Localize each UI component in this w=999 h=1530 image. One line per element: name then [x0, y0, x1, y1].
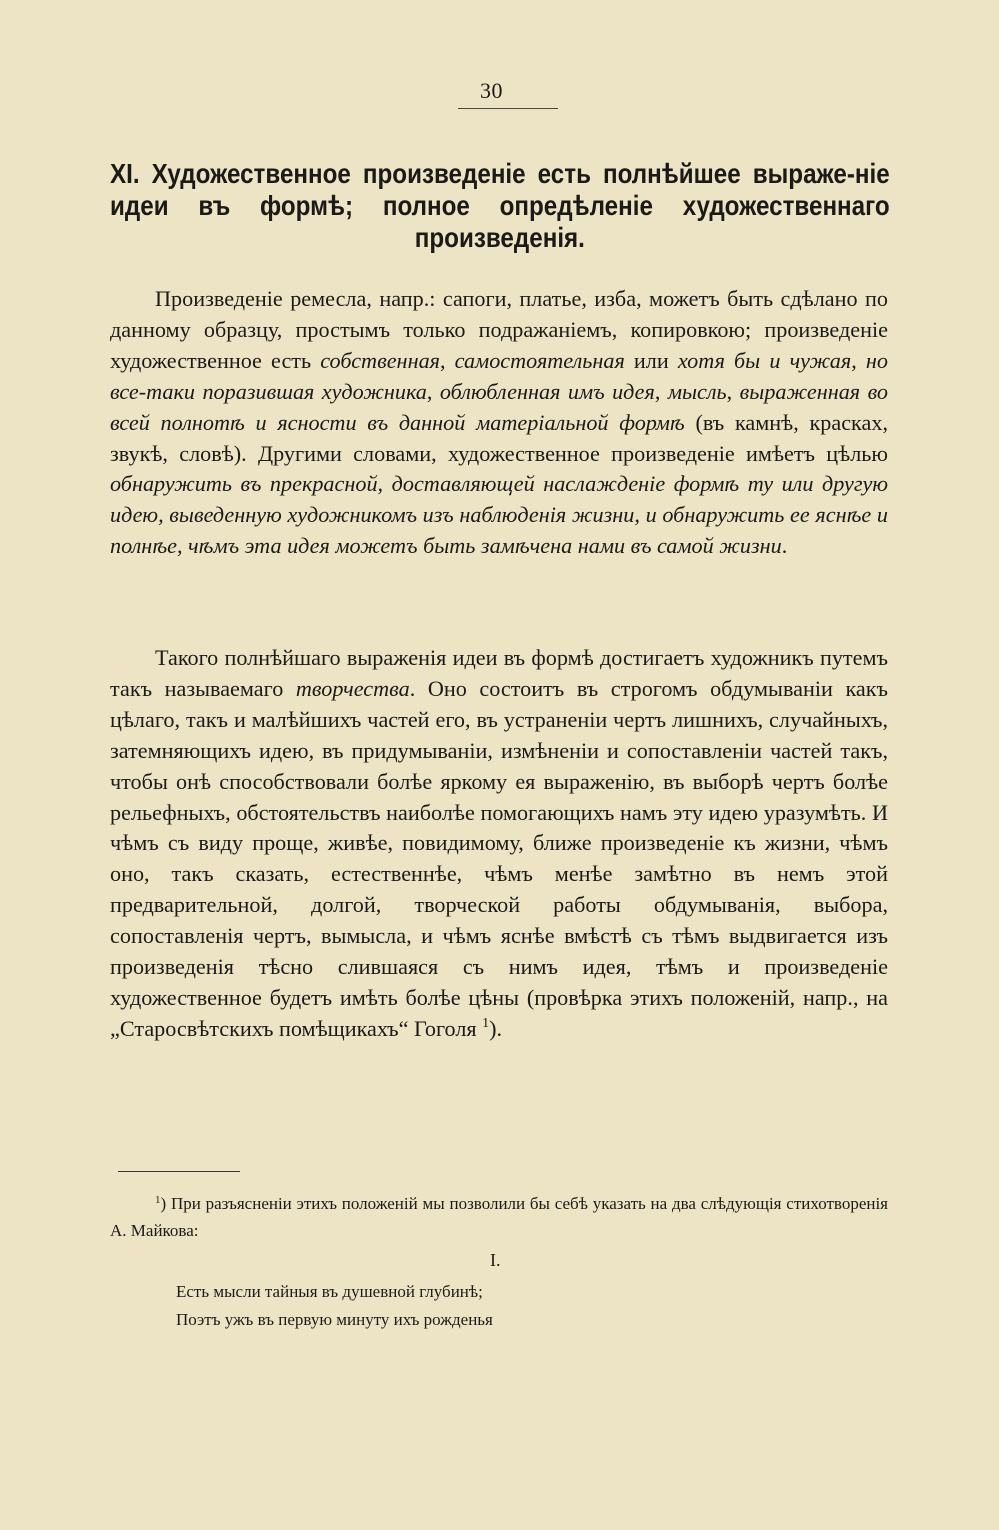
poem-line: Поэтъ ужъ въ первую минуту ихъ рожденья: [176, 1310, 493, 1329]
chapter-title: XI. Художественное произведеніе есть полнѣйшее выраже-ніе идеи въ формѣ; полное опредѣленіе художественнаго произведенія.: [110, 158, 890, 253]
text-run: ).: [489, 1015, 503, 1041]
emphasis: мысль: [667, 378, 727, 404]
text-run: Произведеніе ремесла, напр.: сапоги, платье, изба, можетъ быть сдѣлано по данному образцу, простымъ только подражаніемъ, копировкою; произведеніе художественное есть: [110, 286, 888, 373]
page-number: 30: [480, 78, 503, 103]
footnote-marker: 1: [155, 1194, 161, 1206]
text-run: ,: [726, 378, 740, 404]
text-run: Такого полнѣйшаго выраженія идеи въ формѣ достигаетъ художникъ путемъ такъ называемаго: [110, 645, 888, 701]
text-run: ,: [426, 378, 440, 404]
emphasis: собственная: [320, 347, 440, 373]
text-run: ,: [439, 347, 455, 373]
emphasis: хотя бы и чужая: [677, 347, 852, 373]
paragraph-1: [110, 284, 888, 562]
emphasis: и обнаружить ее яснѣе и полнѣе, чѣмъ эта идея можетъ быть замѣчена нами въ самой жизни: [110, 502, 889, 559]
text-run: ,: [851, 347, 866, 373]
footnote: [110, 1190, 888, 1244]
poem: [176, 1278, 493, 1334]
poem-number: I.: [490, 1250, 501, 1270]
text-run: . Оно состоитъ въ строгомъ обдумываніи какъ цѣлаго, такъ и малѣйшихъ частей его, въ устраненіи чертъ лишнихъ, случайныхъ, затемняющихъ идею, въ придумываніи, измѣненіи и сопоставленіи частей такъ, чтобы онѣ способствовали болѣе яркому ея выраженію, въ выборѣ чертъ болѣе рельефныхъ, обстоятельствъ наиболѣе помогающихъ намъ эту идею уразумѣть. И чѣмъ съ виду проще, живѣе, повидимому, ближе произведеніе къ жизни, чѣмъ оно, такъ сказать, естественнѣе, чѣмъ менѣе замѣтно въ немъ этой предварительной, долгой, творческой работы обдумыванія, выбора, сопоставленія чертъ, вымысла, и чѣмъ яснѣе вмѣстѣ съ тѣмъ выдвигается изъ произведенія тѣсно слившаяся съ нимъ идея, тѣмъ и произведеніе художественное будетъ имѣть болѣе цѣны (провѣрка этихъ положеній, напр., на „Старосвѣтскихъ помѣщикахъ“ Гоголя: [110, 675, 889, 1041]
emphasis: самостоятельная: [454, 347, 625, 373]
emphasis: творчества: [295, 675, 410, 701]
text-run: ,: [634, 502, 646, 528]
emphasis: но все-таки поразившая художника: [110, 347, 888, 404]
footnote-reference: 1: [482, 1015, 490, 1031]
text-run: (въ камнѣ, красках, звукѣ, словѣ). Другими словами, художественное произведеніе имѣетъ цѣлью: [110, 409, 888, 466]
emphasis: облюбленная имъ идея: [439, 378, 655, 404]
footnote-separator: [118, 1171, 240, 1172]
text-run: ,: [654, 378, 668, 404]
poem-line: Есть мысли тайныя въ душевной глубинѣ;: [176, 1282, 483, 1301]
text-run: .: [781, 533, 788, 559]
emphasis: обнаружить въ прекрасной, доставляющей наслажденіе формѣ ту или другую идею, выведенную художникомъ изъ наблюденія жизни: [110, 471, 888, 528]
page-number-rule: [458, 108, 558, 109]
footnote-text: ) При разъясненіи этихъ положеній мы позволили бы себѣ указать на два слѣдующія стихотворенія А. Майкова:: [110, 1194, 888, 1240]
text-run: или: [624, 347, 678, 373]
emphasis: выраженная во всей полнотѣ и ясности въ данной матеріальной формѣ: [110, 378, 888, 435]
paragraph-2: [110, 643, 888, 1045]
